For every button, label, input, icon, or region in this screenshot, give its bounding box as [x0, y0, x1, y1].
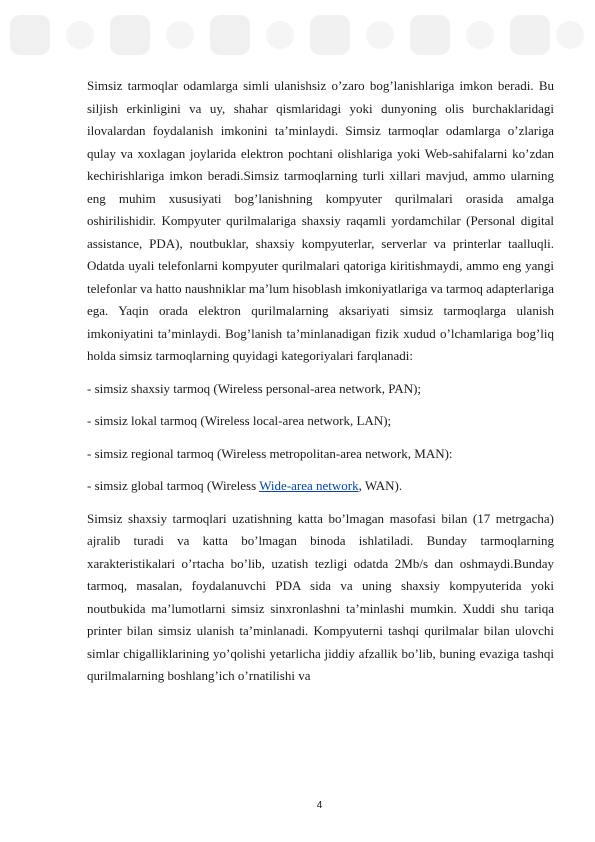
- list-item-man: - simsiz regional tarmoq (Wireless metropolitan-area network, MAN):: [87, 445, 453, 461]
- paragraph-pan-details: Simsiz shaxsiy tarmoqlari uzatishning katta bo’lmagan masofasi bilan (17 metrgacha) ajralib turadi va katta bo’lmagan binoda ishlatiladi. Bunday tarmoqlarning xarakteristikalari o’rtacha bo’lib, uzatish tezligi odatda 2Mb/s dan oshmaydi.Bunday tarmoq, masalan, foydalanuvchi PDA sida va uning shaxsiy kompyuterida yoki noutbukida ma’lumotlarni simsiz sinxronlashni ta’minlashi mumkin. Xuddi shu tariqa printer bilan simsiz ulanish ta’minlanadi. Kompyuterni tashqi qurilmalar bilan ulovchi simlar chigalliklarining yo’qolishi yetarlicha jiddiy afzallik bo’lib, buning evaziga tashqi qurilmalarning boshlang’ich o’rnatilishi va: [87, 510, 554, 683]
- list-item-wan-prefix: - simsiz global tarmoq (Wireless: [87, 478, 260, 493]
- page-number: 4: [316, 800, 323, 811]
- list-item-wan-suffix: , WAN).: [358, 478, 403, 493]
- wide-area-network-link[interactable]: Wide-area network: [259, 478, 359, 493]
- list-item-wan: [87, 475, 554, 498]
- list-item-lan: - simsiz lokal tarmoq (Wireless local-area network, LAN);: [87, 413, 392, 428]
- paragraph-intro: Simsiz tarmoqlar odamlarga simli ulanishsiz o’zaro bog’lanishlariga imkon beradi. Bu siljish erkinligini va uy, shahar qismlaridagi yoki dunyoning olis burchaklaridagi ilovalardan foydalanish imkonini ta’minlaydi. Simsiz tarmoqlar odamlarga o’zlariga qulay va xoxlagan joylarida elektron pochtani olishlariga yoki Web-sahifalarni ko’zdan kechirishlariga imkon beradi.Simsiz tarmoqlarning turli xillari mavjud, ammo ularning eng muhim xususiyati bog’lanishning kompyuter qurilmalari orasida amalga oshirilishidir. Kompyuter qurilmalariga shaxsiy raqamli yordamchilar (Personal digital assistance, PDA), noutbuklar, shaxsiy kompyuterlar, serverlar va printerlar taalluqli. Odatda uyali telefonlarni kompyuter qurilmalari qatoriga kiritishmaydi, ammo eng yangi telefonlar va hatto naushniklar ma’lum hisoblash imkoniyatlariga va tarmoq adapterlariga ega. Yaqin orada elektron qurilmalarning aksariyati simsiz tarmoqlarga ulanish imkoniyatini ta’minlaydi. Bog’lanish ta’minlanadigan fizik xudud o’lchamlariga bog’liq holda simsiz tarmoqlarning quyidagi kategoriyalari farqlanadi:: [87, 78, 554, 363]
- document-body: [87, 75, 554, 688]
- list-item-pan: - simsiz shaxsiy tarmoq (Wireless personal-area network, PAN);: [87, 380, 422, 396]
- watermark-mark: [10, 15, 550, 55]
